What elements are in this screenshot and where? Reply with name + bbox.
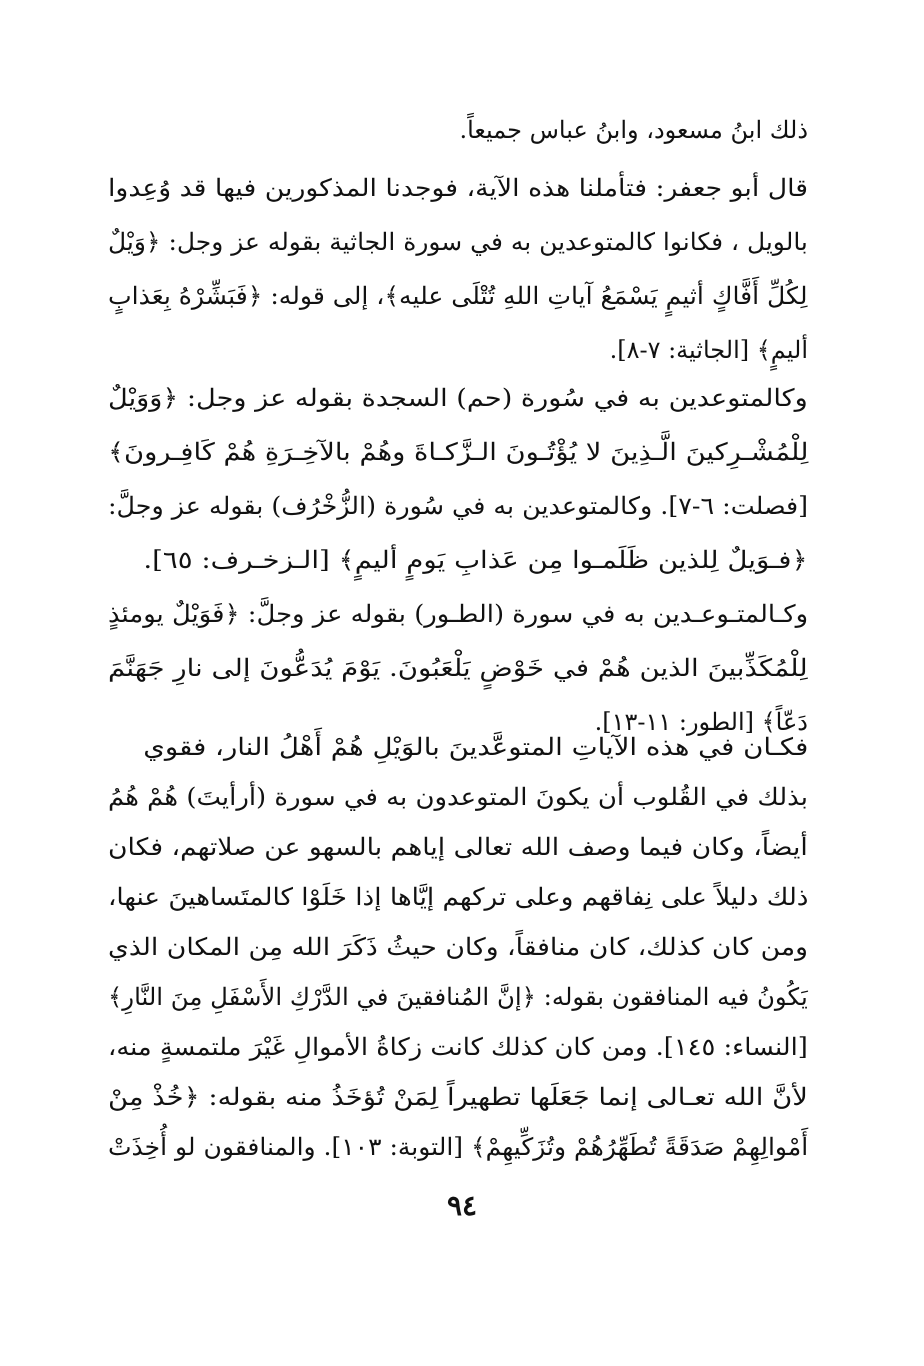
text-line [0,163,924,213]
line-text: ذلك ابنُ مسعود، وابنُ عباس جميعاً. [459,116,808,144]
text-line [0,772,924,822]
line-text: أيضاً، وكان فيما وصف الله تعالى إياهم بالسهو عن صلاتهم، فكان [108,833,808,861]
line-text: أَمْوالِهِمْ صَدَقَةً تُطَهِّرُهُمْ وتُزَكِّيهِمْ﴾ [التوبة: ١٠٣]. والمنافقون لو أُخِذَتْ [107,1133,808,1161]
line-text: لأنَّ الله تعـالى إنما جَعَلَها تطهيراً لِمَنْ تُؤخَذُ منه بقوله: ﴿خُذْ مِنْ [108,1083,808,1111]
line-text: لِكُلِّ أَفَّاكٍ أثيمٍ يَسْمَعُ آياتِ اللهِ تُتْلَى عليه﴾، إلى قوله: ﴿فَبَشِّرْهُ بِعَذابٍ [108,282,808,310]
text-line [0,1122,924,1172]
line-text: بذلك في القُلوب أن يكونَ المتوعدون به في سورة (أرأيتَ) هُمْ هُمُ [108,783,808,811]
line-text: ﴿فـوَيلٌ لِلذين ظَلَمـوا مِن عَذابِ يَومٍ أليمٍ﴾ [الـزخـرف: ٦٥]. [143,546,809,574]
page-number: ٩٤ [446,1189,478,1222]
text-line [0,872,924,922]
text-line [0,822,924,872]
line-text: أليمٍ﴾ [الجاثية: ٧-٨]. [609,336,808,364]
line-text: بالويل ، فكانوا كالمتوعدين به في سورة الجاثية بقوله عز وجل: ﴿وَيْلٌ [108,228,808,256]
line-text: يَكُونُ فيه المنافقون بقوله: ﴿إنَّ المُنافقينَ في الدَّرْكِ الأَسْفَلِ مِنَ النَّارِ﴾ [108,983,808,1011]
text-line [0,972,924,1022]
line-text: لِلْمُشْـرِكينَ الَّـذِينَ لا يُؤْتُـونَ الـزَّكـاةَ وهُمْ بالآخِـرَةِ هُمْ كَافِـرونَ﴾ [107,438,808,466]
line-text: دَعّاً﴾ [الطور: ١١-١٣]. [594,708,808,736]
line-text: ذلك دليلاً على نِفاقهم وعلى تركهم إيَّاها إذا خَلَوْا كالمتَساهينَ عنها، [107,883,808,911]
line-text: وكـالمتـوعـدين به في سورة (الطـور) بقوله عز وجلَّ: ﴿فَوَيْلٌ يومئذٍ [107,600,808,628]
line-text: لِلْمُكَذِّبينَ الذين هُمْ في خَوْضٍ يَلْعَبُونَ. يَوْمَ يُدَعُّونَ إلى نارِ جَهَنَّمَ [108,654,808,682]
line-text: فكـان في هذه الآياتِ المتوعَّدينَ بالوَيْلِ هُمْ أَهْلُ النار، فقوي [142,733,808,761]
text-line [0,722,924,772]
text-line [0,105,924,155]
text-line [0,217,924,267]
line-text: قال أبو جعفر: فتأملنا هذه الآية، فوجدنا المذكورين فيها قد وُعِدوا [107,174,808,202]
text-line [0,535,924,585]
text-line [0,373,924,423]
text-line [0,1022,924,1072]
line-text: ومن كان كذلك، كان منافقاً، وكان حيثُ ذَكَرَ الله مِن المكان الذي [107,933,808,961]
text-line [0,427,924,477]
line-text: وكالمتوعدين به في سُورة (حم) السجدة بقوله عز وجل: ﴿وَوَيْلٌ [108,384,808,412]
text-line [0,922,924,972]
text-line [0,589,924,639]
text-line [0,643,924,693]
text-line [0,325,924,375]
text-line [0,1072,924,1122]
line-text: [النساء: ١٤٥]. ومن كان كذلك كانت زكاةُ الأموالِ غَيْرَ ملتمسةٍ منه، [108,1033,808,1061]
text-line [0,271,924,321]
line-text: [فصلت: ٦-٧]. وكالمتوعدين به في سُورة (الزُّخْرُف) بقوله عز وجلَّ: [107,492,808,520]
text-line [0,481,924,531]
